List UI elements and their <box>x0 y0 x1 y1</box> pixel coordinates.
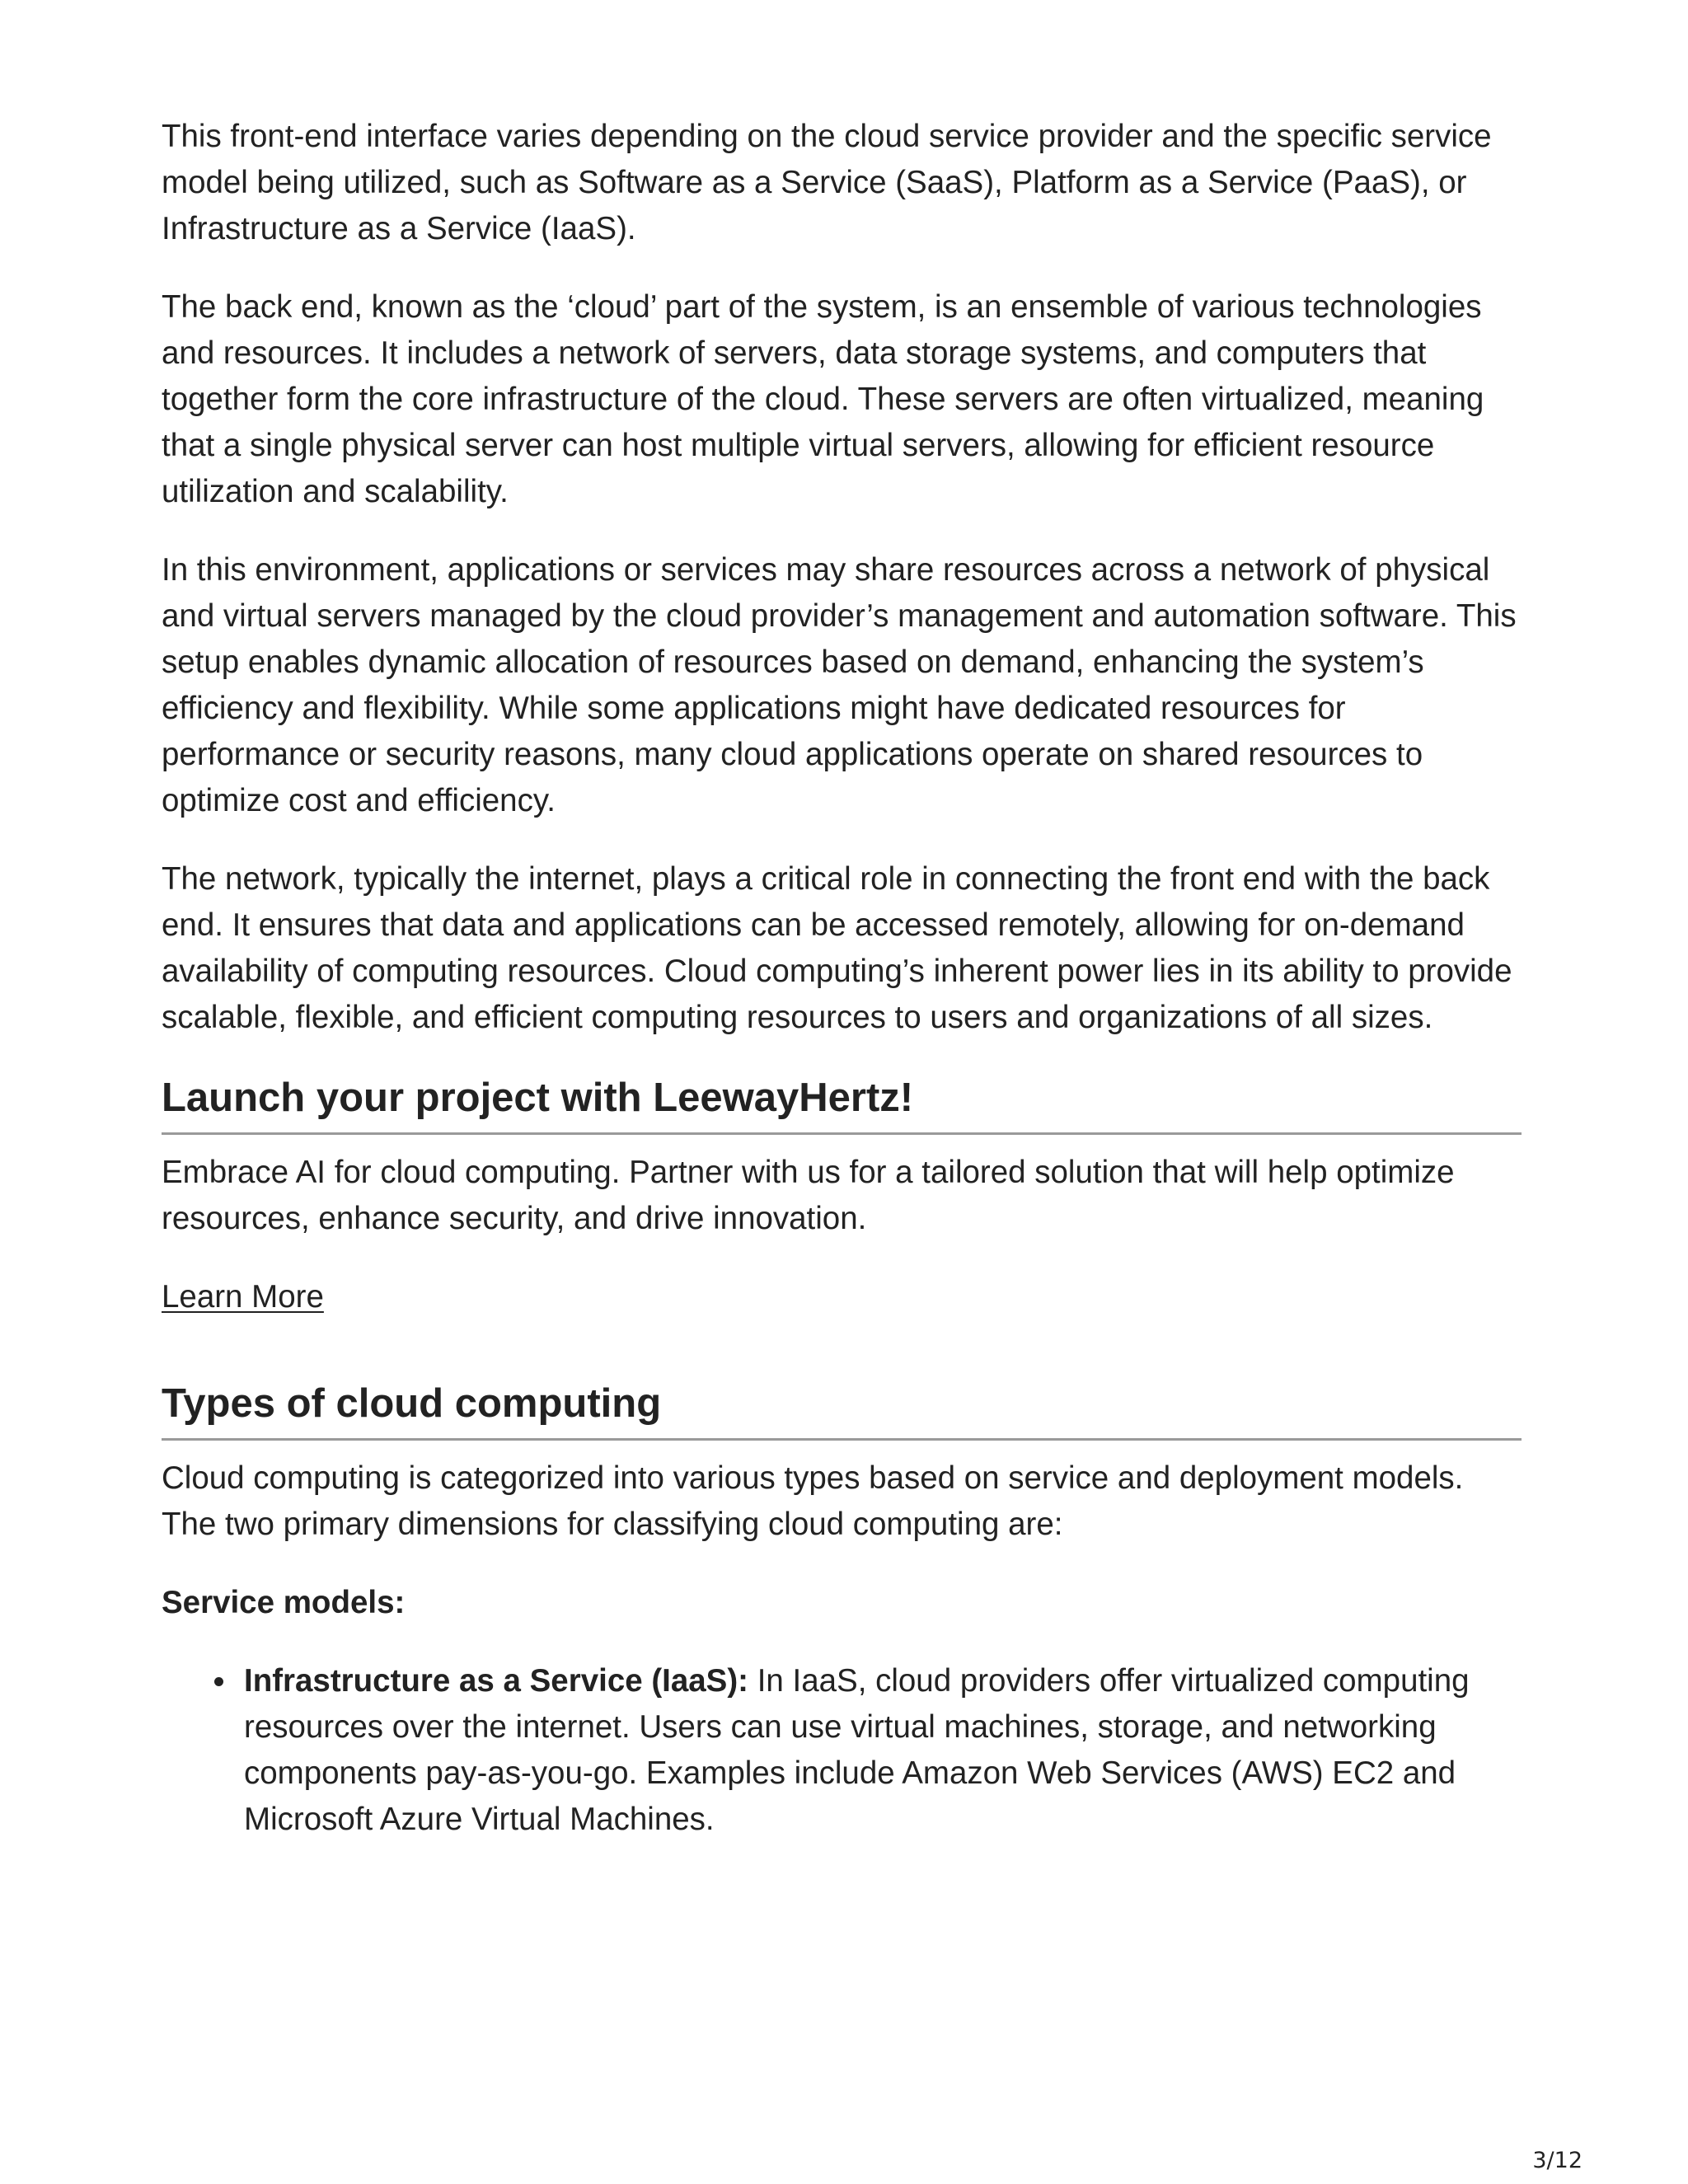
document-content <box>162 114 1522 1843</box>
service-models-list <box>162 1658 1522 1843</box>
promo-heading: Launch your project with LeewayHertz! <box>162 1073 1522 1135</box>
page-number: 3/12 <box>1532 2148 1582 2173</box>
bullet-icon <box>214 1677 223 1686</box>
types-intro: Cloud computing is categorized into various types based on service and deployment models. The two primary dimensions for classifying cloud computing are: <box>162 1460 1464 1542</box>
types-heading: Types of cloud computing <box>162 1379 1522 1441</box>
list-item-iaas <box>244 1658 1522 1843</box>
paragraph-network: The network, typically the internet, plays a critical role in connecting the front end with the back end. It ensures that data and applications can be accessed remotely, allowing for on-demand availability of computing resources. Cloud computing’s inherent power lies in its ability to provide scalable, flexible, and efficient computing resources to users and organizations of all sizes. <box>162 861 1512 1035</box>
learn-more-link[interactable]: Learn More <box>162 1279 324 1315</box>
list-item-term: Infrastructure as a Service (IaaS): <box>244 1663 748 1699</box>
paragraph-back-end: The back end, known as the ‘cloud’ part of the system, is an ensemble of various technologies and resources. It includes a network of servers, data storage systems, and computers that together form the core infrastructure of the cloud. These servers are often virtualized, meaning that a single physical server can host multiple virtual servers, allowing for efficient resource utilization and scalability. <box>162 289 1484 509</box>
service-models-subheading: Service models: <box>162 1585 406 1620</box>
list-item-description: In IaaS, cloud providers offer virtualized computing resources over the internet. Users can use virtual machines, storage, and networking components pay-as-you-go. Examples include Amazon Web Services (AWS) EC2 and Microsoft Azure Virtual Machines. <box>244 1663 1470 1837</box>
promo-text: Embrace AI for cloud computing. Partner with us for a tailored solution that will help optimize resources, enhance security, and drive innovation. <box>162 1155 1455 1236</box>
paragraph-front-end-interface: This front-end interface varies depending on the cloud service provider and the specific service model being utilized, such as Software as a Service (SaaS), Platform as a Service (PaaS), or Infrastructure as a Service (IaaS). <box>162 119 1492 246</box>
paragraph-shared-resources: In this environment, applications or services may share resources across a network of physical and virtual servers managed by the cloud provider’s management and automation software. This setup enables dynamic allocation of resources based on demand, enhancing the system’s efficiency and flexibility. While some applications might have dedicated resources for performance or security reasons, many cloud applications operate on shared resources to optimize cost and efficiency. <box>162 552 1517 818</box>
